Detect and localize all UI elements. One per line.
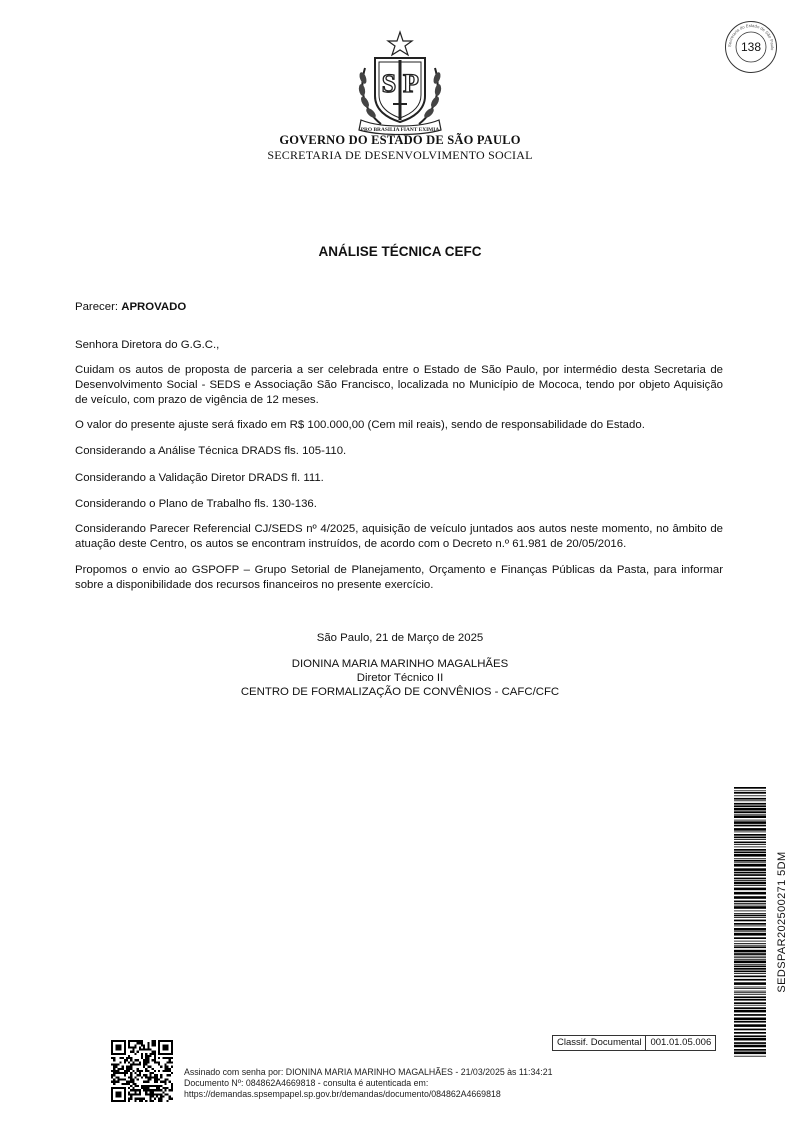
signer-unit: CENTRO DE FORMALIZAÇÃO DE CONVÊNIOS - CAFC/CFC [240, 686, 560, 698]
parecer-label: Parecer: [75, 301, 122, 313]
document-barcode [734, 787, 766, 1057]
stamp-ring-text: Secretaria do Estado de São Paulo [726, 22, 776, 51]
svg-text:S: S [381, 69, 397, 98]
page-number: 138 [740, 40, 762, 54]
signer-name: DIONINA MARIA MARINHO MAGALHÃES [291, 658, 509, 670]
document-number-line[interactable]: Documento Nº: 084862A4669818 - consulta é autenticada em: [184, 1078, 429, 1088]
document-title: ANÁLISE TÉCNICA CEFC [318, 244, 482, 259]
paragraph-7: Propomos o envio ao GSPOFP – Grupo Setorial de Planejamento, Orçamento e Finanças Públicas da Pasta, para informar sobre a disponibilidade dos recursos financeiros no presente exercício. [75, 564, 723, 591]
parecer-value: APROVADO [121, 301, 187, 313]
government-name: GOVERNO DO ESTADO DE SÃO PAULO [279, 133, 521, 147]
signer-role: Diretor Técnico II [356, 672, 444, 684]
secretariat-name: SECRETARIA DE DESENVOLVIMENTO SOCIAL [267, 148, 533, 162]
barcode-code: SEDSPAR202500271 5DM [776, 851, 788, 993]
salutation: Senhora Diretora do G.G.C., [75, 339, 220, 351]
paragraph-1: Cuidam os autos de proposta de parceria a ser celebrada entre o Estado de São Paulo, por intermédio desta Secretaria de Desenvolvimento Social - SEDS e Associação São Francisco, localizada no Município de Mococa, tendo por objeto Aquisição de veículo, com prazo de vigência de 12 meses. [75, 364, 723, 406]
svg-text:P: P [403, 69, 419, 98]
paragraph-5: Considerando o Plano de Trabalho fls. 130-136. [75, 498, 317, 510]
classification-label: Classif. Documental [557, 1037, 642, 1048]
qr-code [111, 1040, 173, 1102]
sao-paulo-coat-of-arms-emblem [355, 30, 445, 136]
paragraph-3: Considerando a Análise Técnica DRADS fls. 105-110. [75, 445, 347, 457]
classification-value: 001.01.05.006 [645, 1036, 715, 1050]
emblem-motto: PRO BRASILIA FIANT EXIMIA [360, 127, 440, 133]
paragraph-2: O valor do presente ajuste será fixado em R$ 100.000,00 (Cem mil reais), sendo de responsabilidade do Estado. [75, 419, 645, 431]
paragraph-4: Considerando a Validação Diretor DRADS fl. 111. [75, 472, 324, 484]
classification-box [552, 1035, 716, 1051]
paragraph-6: Considerando Parecer Referencial CJ/SEDS nº 4/2025, aquisição de veículo juntados aos autos neste momento, no âmbito de atuação deste Centro, os autos se encontram instruídos, de acordo com o Decreto n.º 61.981 de 20/05/2016. [75, 523, 723, 550]
place-date: São Paulo, 21 de Março de 2025 [316, 632, 484, 644]
parecer-line [75, 300, 723, 315]
verification-url[interactable]: https://demandas.spsempapel.sp.gov.br/demandas/documento/084862A4669818 [184, 1089, 501, 1099]
signed-by-line: Assinado com senha por: DIONINA MARIA MARINHO MAGALHÃES - 21/03/2025 às 11:34:21 [184, 1067, 553, 1077]
